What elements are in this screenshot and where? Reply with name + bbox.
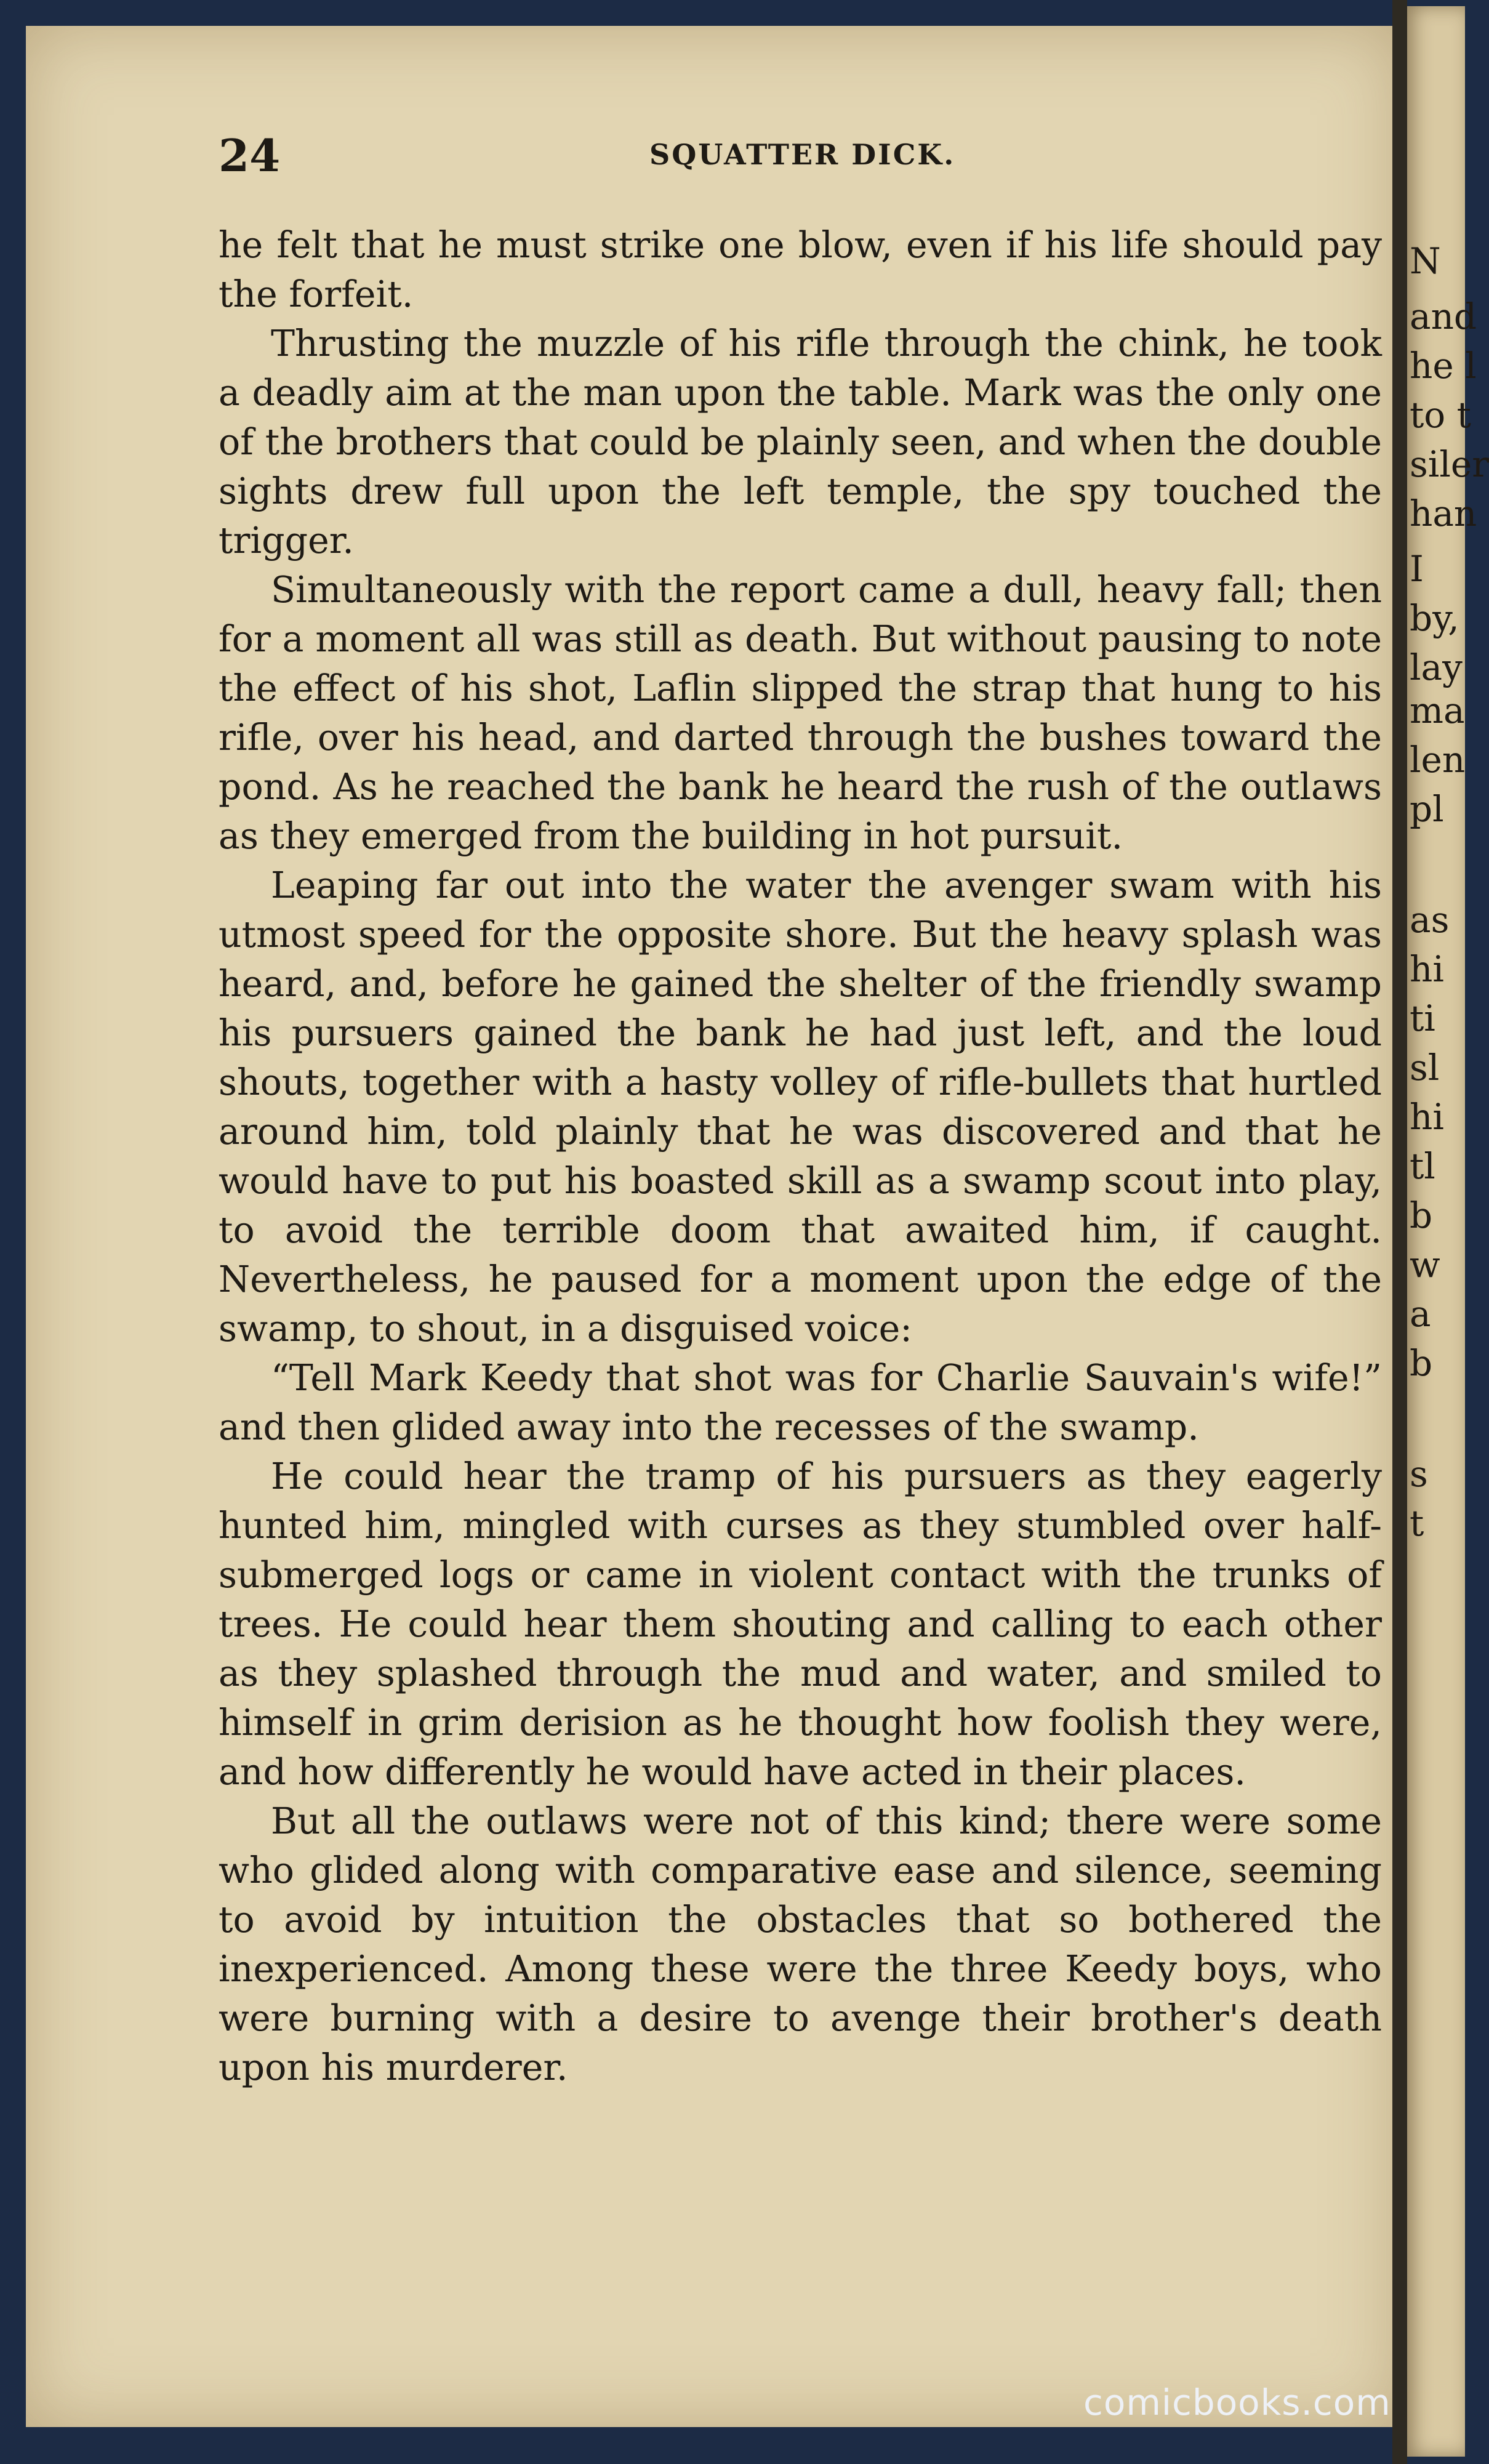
paragraph: Simultaneously with the report came a dull, heavy fall; then for a moment all was still as death. But without pausing to note the effect of his shot, Laflin slipped the strap that hung to his rifle, over his head, and darted through the bushes toward the pond. As he reached the bank he heard the rush of the outlaws as they emerged from the building in hot pursuit.	[219, 569, 1382, 857]
adjacent-page-edge	[1407, 6, 1489, 2457]
adjacent-page-fragment: he l	[1410, 345, 1477, 387]
book-spine	[1392, 0, 1407, 2464]
adjacent-page-fragment: siler	[1410, 443, 1489, 485]
adjacent-page-fragment: I	[1410, 548, 1424, 590]
body-text	[219, 220, 1382, 2092]
adjacent-page-fragment: and	[1410, 296, 1477, 337]
adjacent-page-fragment: t	[1410, 1502, 1424, 1544]
adjacent-page-fragment: s	[1410, 1453, 1428, 1495]
adjacent-page-fragment: to t	[1410, 394, 1471, 436]
adjacent-page-fragment: as	[1410, 899, 1450, 941]
adjacent-page-fragment: sl	[1410, 1047, 1440, 1089]
page-number: 24	[219, 129, 281, 182]
paragraph: Thrusting the muzzle of his rifle through the chink, he took a deadly aim at the man upon the table. Mark was the only one of the brothers that could be plainly seen, and when the double sights drew full upon the left temple, the spy touched the trigger.	[219, 323, 1382, 562]
page-header	[219, 129, 1382, 185]
adjacent-page-fragment: ma	[1410, 690, 1465, 731]
adjacent-page-fragment: ti	[1410, 997, 1435, 1039]
watermark: comicbooks.com	[1083, 2381, 1391, 2423]
adjacent-page-fragment: len	[1410, 739, 1466, 781]
adjacent-page-fragment: w	[1410, 1244, 1440, 1286]
paragraph: But all the outlaws were not of this kind; there were some who glided along with comparative ease and silence, seeming to avoid by intuition the obstacles that so bothered the inexperienced. Among these were the three Keedy boys, who were burning with a desire to avenge their brother's death upon his murderer.	[219, 1800, 1382, 2088]
paragraph: he felt that he must strike one blow, even if his life should pay the forfeit.	[219, 224, 1382, 315]
adjacent-page-fragment: pl	[1410, 788, 1444, 830]
adjacent-page-fragment: lay	[1410, 646, 1463, 688]
adjacent-page-fragment: b	[1410, 1342, 1433, 1384]
paragraph: He could hear the tramp of his pursuers as they eagerly hunted him, mingled with curses as they stumbled over half-submerged logs or came in violent contact with the trunks of trees. He could hear them shouting and calling to each other as they splashed through the mud and water, and smiled to himself in grim derision as he thought how foolish they were, and how differently he would have acted in their places.	[219, 1455, 1382, 1793]
adjacent-page-fragment: tl	[1410, 1145, 1435, 1187]
adjacent-page-fragment: N	[1410, 240, 1441, 282]
paragraph: Leaping far out into the water the avenger swam with his utmost speed for the opposite shore. But the heavy splash was heard, and, before he gained the shelter of the friendly swamp his pursuers gained the bank he had just left, and the loud shouts, together with a hasty volley of rifle-bullets that hurtled around him, told plainly that he was discovered and that he would have to put his boasted skill as a swamp scout into play, to avoid the terrible doom that awaited him, if caught. Nevertheless, he paused for a moment upon the edge of the swamp, to shout, in a disguised voice:	[219, 864, 1382, 1350]
adjacent-page-fragment: a	[1410, 1293, 1431, 1335]
adjacent-page-fragment: hi	[1410, 1096, 1444, 1138]
adjacent-page-fragment: han	[1410, 493, 1477, 534]
adjacent-page-fragment: by,	[1410, 597, 1459, 639]
adjacent-page-fragment: b	[1410, 1194, 1433, 1236]
paragraph: “Tell Mark Keedy that shot was for Charlie Sauvain's wife!” and then glided away into the recesses of the swamp.	[219, 1357, 1382, 1448]
running-title: SQUATTER DICK.	[649, 138, 956, 171]
adjacent-page-fragment: hi	[1410, 948, 1444, 990]
